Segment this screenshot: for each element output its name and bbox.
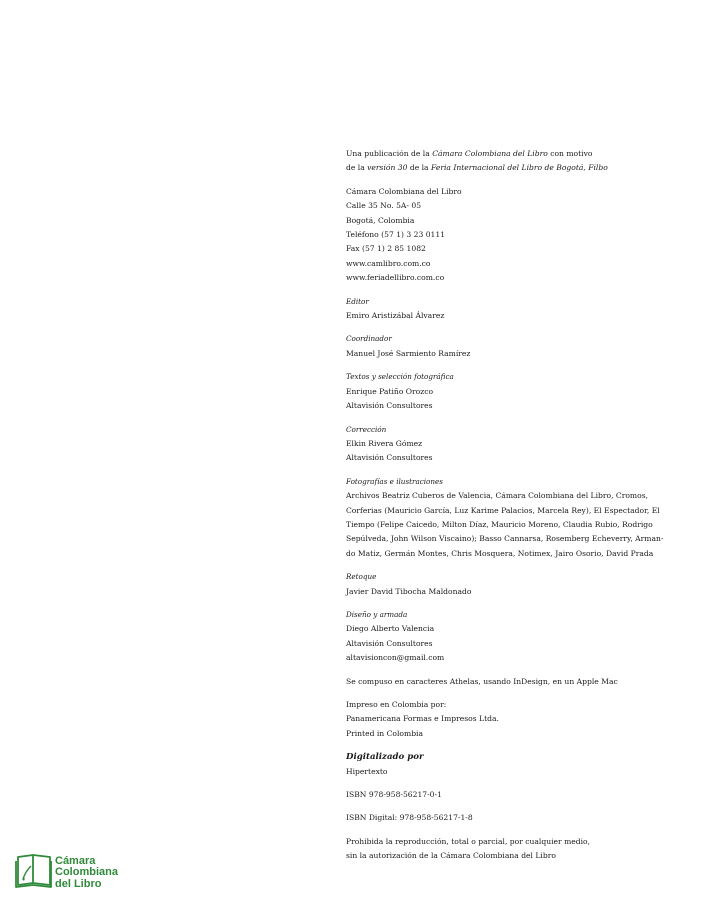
camara-colombiana-logo	[15, 853, 127, 889]
photo-credits-line: Tiempo (Felipe Caicedo, Milton Díaz, Mauricio Moreno, Claudia Rubio, Rodrigo	[346, 519, 653, 529]
credit-role: Editor	[346, 296, 369, 306]
colophon	[346, 147, 666, 864]
credit-name: Emiro Aristizábal Álvarez	[346, 311, 445, 321]
contact-line: Bogotá, Colombia	[346, 215, 415, 225]
email-link[interactable]: altavisioncon@gmail.com	[346, 653, 445, 663]
intro-line-2: de la versión 30 de la Feria Internacional del Libro de Bogotá, Filbo	[346, 163, 608, 173]
logo-line: del Libro	[55, 877, 102, 890]
credit-role: Diseño y armada	[346, 609, 408, 619]
photo-credits-line: Archivos Beatriz Cuberos de Valencia, Cámara Colombiana del Libro, Cromos,	[346, 491, 649, 501]
contact-line: Fax (57 1) 2 85 1082	[346, 244, 426, 254]
website-link[interactable]: www.camlibro.com.co	[346, 258, 431, 268]
credit-name: Manuel José Sarmiento Ramírez	[346, 348, 471, 358]
credit-role: Textos y selección fotográfica	[346, 372, 454, 382]
credit-role: Corrección	[346, 424, 387, 434]
photo-credits-line: Sepúlveda, John Wilson Viscaino); Basso Cannarsa, Rosemberg Echeverry, Arman-	[346, 534, 664, 544]
credit-name: Diego Alberto Valencia	[346, 624, 435, 634]
isbn: ISBN 978-958-56217-0-1	[346, 790, 442, 800]
credit-name: Altavisión Consultores	[346, 453, 433, 463]
credit-role: Coordinador	[346, 334, 392, 344]
contact-line: Teléfono (57 1) 3 23 0111	[346, 230, 446, 240]
logo-wordmark	[55, 856, 118, 890]
contact-line: Calle 35 No. 5A- 05	[346, 201, 422, 211]
prohibition-line: Prohibida la reproducción, total o parcial, por cualquier medio,	[346, 836, 591, 846]
credit-name: Altavisión Consultores	[346, 638, 433, 648]
printing-line: Impreso en Colombia por:	[346, 700, 447, 709]
logo-line: Cámara	[55, 855, 96, 867]
digitized-role: Digitalizado por	[346, 752, 424, 763]
photo-credits-line: Corferias (Mauricio García, Luz Karime Palacios, Marcela Rey), El Espectador, El	[346, 505, 660, 515]
printing-line: Panamericana Formas e Impresos Ltda.	[346, 714, 499, 724]
credit-name: Altavisión Consultores	[346, 401, 433, 411]
website-link[interactable]: www.feriadellibro.com.co	[346, 273, 445, 283]
contact-line: Cámara Colombiana del Libro	[346, 186, 462, 196]
prohibition-line: sin la autorización de la Cámara Colombiana del Libro	[346, 851, 556, 861]
typeset-note: Se compuso en caracteres Athelas, usando InDesign, en un Apple Mac	[346, 676, 618, 686]
credit-name: Javier David Tibocha Maldonado	[346, 586, 472, 596]
photo-credits-line: do Matiz, Germán Montes, Chris Mosquera, Notimex, Jairo Osorio, David Prada	[346, 548, 654, 558]
printing-line: Printed in Colombia	[346, 728, 424, 738]
isbn-digital: ISBN Digital: 978-958-56217-1-8	[346, 813, 473, 823]
intro-line-1: Una publicación de la Cámara Colombiana del Libro con motivo	[346, 149, 593, 158]
credit-role: Fotografías e ilustraciones	[346, 476, 443, 486]
credit-name: Enrique Patiño Orozco	[346, 386, 434, 396]
logo-line: Colombiana	[55, 866, 118, 879]
credit-name: Elkin Rivera Gómez	[346, 438, 423, 448]
credit-role: Retoque	[346, 572, 377, 582]
open-book-icon	[15, 853, 55, 889]
digitized-name: Hipertexto	[346, 766, 388, 776]
